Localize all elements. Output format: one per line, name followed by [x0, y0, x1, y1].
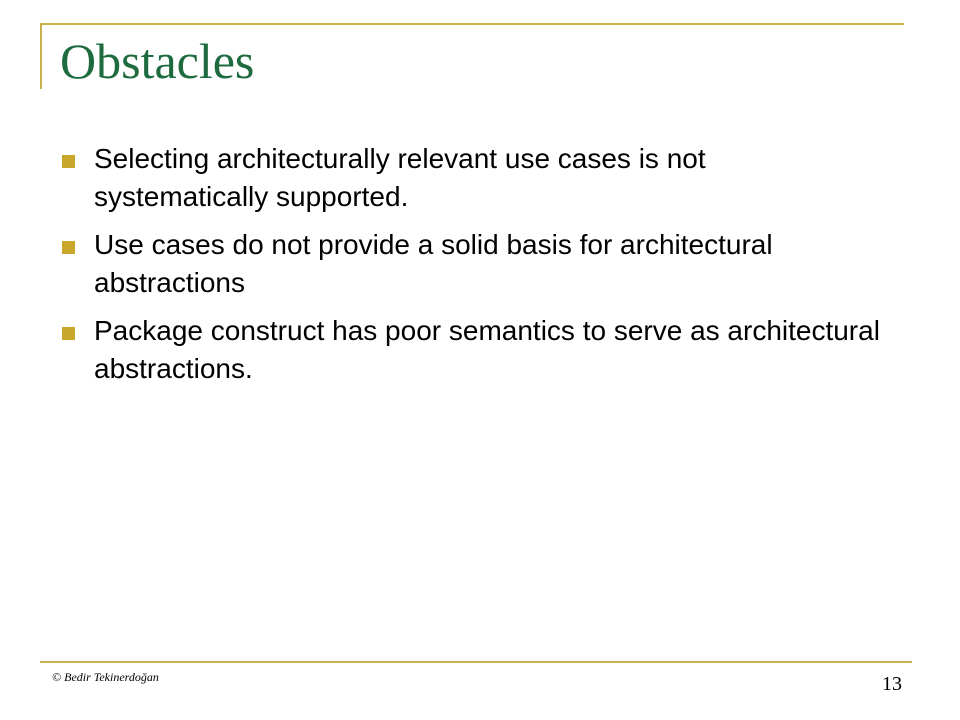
frame-top-rule: [40, 23, 904, 25]
bullet-text: Package construct has poor semantics to serve as architectural abstractions.: [94, 315, 880, 384]
bullet-item: [62, 312, 882, 388]
footer-rule: [40, 661, 912, 663]
bullet-list: [62, 140, 882, 398]
bullet-item: [62, 226, 882, 302]
bullet-text: Use cases do not provide a solid basis for architectural abstractions: [94, 229, 773, 298]
square-bullet-icon: [62, 327, 75, 340]
square-bullet-icon: [62, 241, 75, 254]
bullet-text: Selecting architecturally relevant use cases is not systematically supported.: [94, 143, 706, 212]
square-bullet-icon: [62, 155, 75, 168]
bullet-item: [62, 140, 882, 216]
slide-title: Obstacles: [60, 33, 255, 89]
frame-left-rule: [40, 23, 42, 89]
footer-author: © Bedir Tekinerdoğan: [52, 670, 159, 684]
page-number: 13: [882, 673, 902, 695]
